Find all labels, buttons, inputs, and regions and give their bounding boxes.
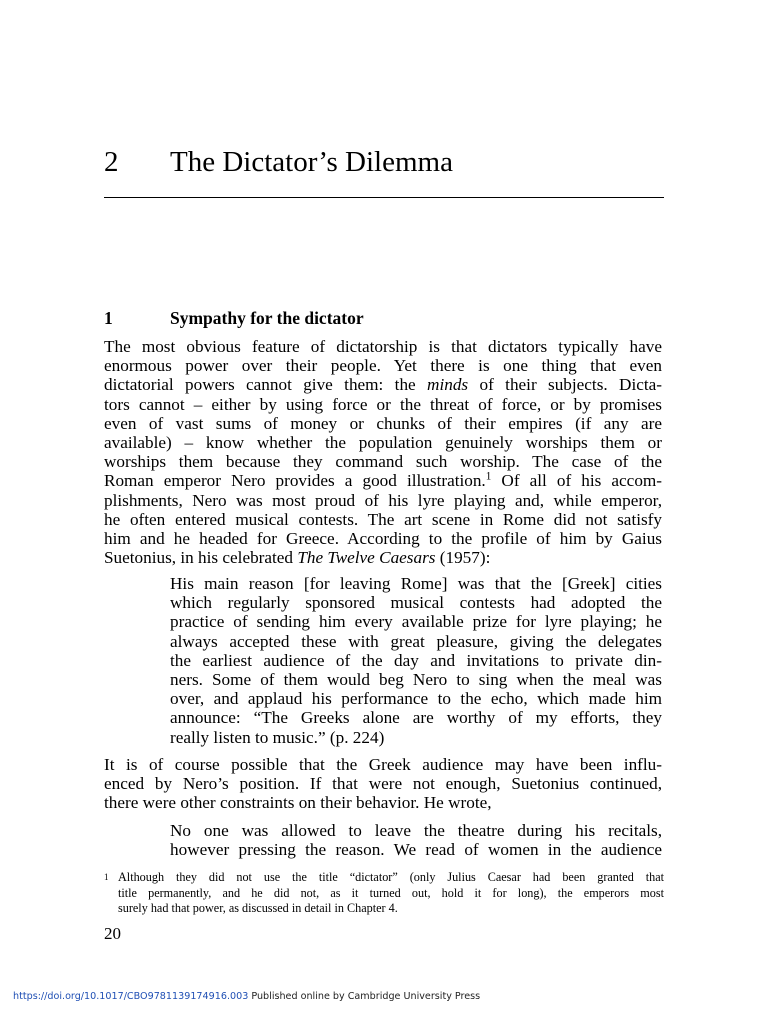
text-line: enced by Nero’s position. If that were not enough, Suetonius continued, bbox=[104, 774, 662, 794]
section-heading bbox=[104, 306, 364, 330]
text-line: Suetonius, in his celebrated The Twelve Caesars (1957): bbox=[104, 548, 491, 568]
text-line: available) – know whether the population genuinely worships them or bbox=[104, 433, 662, 453]
footnote-line: title permanently, and he did not, as it turned out, hold it for long), the emperors most bbox=[118, 885, 664, 900]
text-line: even of vast sums of money or chunks of their empires (if any are bbox=[104, 413, 662, 433]
text-line: dictatorial powers cannot give them: the minds of their subjects. Dicta- bbox=[104, 375, 663, 395]
chapter-title-rule bbox=[104, 197, 664, 198]
doi-footer bbox=[13, 991, 480, 1003]
page-number: 20 bbox=[104, 924, 121, 943]
text-line: worships them because they command such worship. The case of the bbox=[104, 452, 662, 472]
quote-line: which regularly sponsored musical contests had adopted the bbox=[170, 593, 662, 613]
section-title: Sympathy for the dictator bbox=[170, 308, 364, 328]
text-line: It is of course possible that the Greek audience may have been influ- bbox=[104, 755, 662, 774]
footnote-reference[interactable]: 1 bbox=[485, 470, 492, 483]
quote-line: His main reason [for leaving Rome] was that the [Greek] cities bbox=[170, 574, 662, 593]
footnote-marker: 1 bbox=[104, 872, 109, 882]
quote-line: really listen to music.” (p. 224) bbox=[170, 727, 385, 747]
footnote-line: Although they did not use the title “dictator” (only Julius Caesar had been granted that bbox=[118, 870, 664, 884]
text-line: Roman emperor Nero provides a good illustration.$^1$ Of all of his accom- bbox=[104, 470, 663, 491]
quote-line: over, and applaud his performance to the echo, which made him bbox=[170, 689, 662, 709]
quote-line: however pressing the reason. We read of women in the audience bbox=[170, 840, 662, 860]
paragraph-continuation bbox=[104, 755, 662, 813]
text-line: he often entered musical contests. The art scene in Rome did not satisfy bbox=[104, 509, 662, 529]
book-title: The Twelve Caesars bbox=[297, 548, 436, 568]
italic-term: minds bbox=[427, 375, 469, 395]
publication-note: Published online by Cambridge University Press bbox=[248, 991, 481, 1002]
text-line: him and he headed for Greece. According to the profile of him by Gaius bbox=[104, 529, 662, 549]
footnote bbox=[104, 870, 664, 917]
quote-line: practice of sending him every available prize for lyre playing; he bbox=[170, 612, 662, 632]
text-line: The most obvious feature of dictatorship is that dictators typically have bbox=[104, 337, 662, 356]
text-line: there were other constraints on their behavior. He wrote, bbox=[104, 793, 492, 813]
chapter-number: 2 bbox=[104, 146, 119, 178]
block-quote bbox=[170, 574, 662, 747]
block-quote-2 bbox=[170, 821, 662, 859]
quote-line: the earliest audience of the day and invitations to private din- bbox=[170, 650, 662, 670]
quote-line: No one was allowed to leave the theatre during his recitals, bbox=[170, 821, 662, 840]
doi-link[interactable]: https://doi.org/10.1017/CBO9781139174916.003 bbox=[13, 991, 249, 1002]
quote-line: always accepted these with great pleasure, giving the delegates bbox=[170, 631, 662, 651]
chapter-title-text: The Dictator’s Dilemma bbox=[170, 146, 453, 178]
text-line: plishments, Nero was most proud of his lyre playing and, while emperor, bbox=[104, 490, 662, 510]
chapter-title bbox=[104, 143, 664, 181]
section-number: 1 bbox=[104, 308, 113, 328]
footnote-line: surely had that power, as discussed in detail in Chapter 4. bbox=[118, 901, 398, 915]
quote-line: announce: “The Greeks alone are worthy of my efforts, they bbox=[170, 708, 662, 728]
text-line: enormous power over their people. Yet there is one thing that even bbox=[104, 356, 662, 376]
quote-line: ners. Some of them would beg Nero to sing when the meal was bbox=[170, 670, 662, 690]
text-line: tors cannot – either by using force or the threat of force, or by promises bbox=[104, 394, 662, 414]
paragraph-intro bbox=[104, 337, 662, 567]
